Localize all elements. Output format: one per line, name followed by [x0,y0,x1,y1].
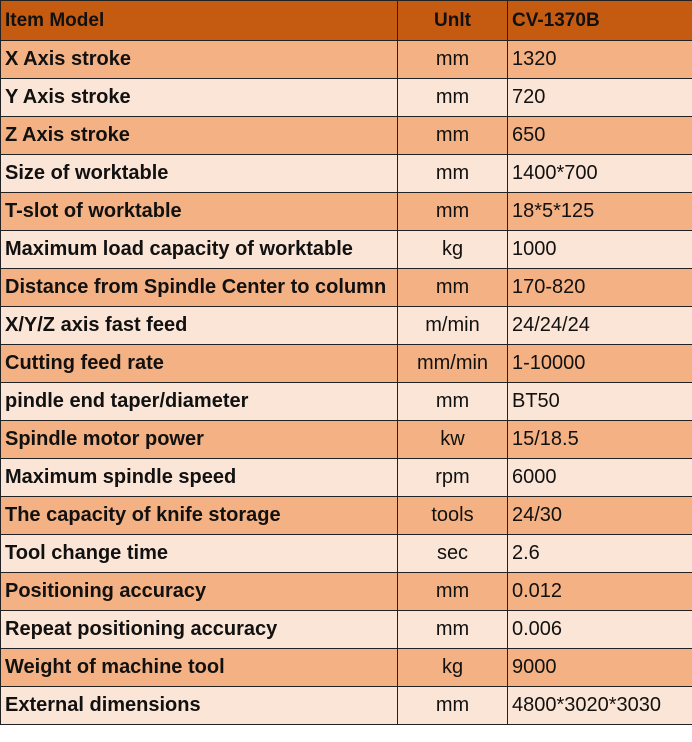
row-unit: kg [398,649,508,687]
row-unit: mm [398,687,508,725]
row-item: Positioning accuracy [1,573,398,611]
row-unit: mm [398,117,508,155]
row-item: Tool change time [1,535,398,573]
row-item: Weight of machine tool [1,649,398,687]
table-row [1,41,692,79]
row-item: Size of worktable [1,155,398,193]
table-row [1,611,692,649]
table-row [1,421,692,459]
table-row [1,269,692,307]
row-item: Spindle motor power [1,421,398,459]
row-item: The capacity of knife storage [1,497,398,535]
table-row [1,345,692,383]
row-value: 0.012 [508,573,692,611]
row-item: T-slot of worktable [1,193,398,231]
row-value: 720 [508,79,692,117]
row-value: 1400*700 [508,155,692,193]
row-value: 9000 [508,649,692,687]
table-row [1,497,692,535]
row-value: 6000 [508,459,692,497]
row-unit: mm [398,41,508,79]
row-unit: mm [398,155,508,193]
row-value: 0.006 [508,611,692,649]
row-item: Z Axis stroke [1,117,398,155]
row-unit: mm [398,269,508,307]
row-item: Maximum load capacity of worktable [1,231,398,269]
row-value: 1-10000 [508,345,692,383]
table-row [1,231,692,269]
row-item: Maximum spindle speed [1,459,398,497]
row-item: pindle end taper/diameter [1,383,398,421]
table-row [1,573,692,611]
row-item: Repeat positioning accuracy [1,611,398,649]
row-unit: mm [398,79,508,117]
row-unit: mm [398,573,508,611]
row-unit: kg [398,231,508,269]
row-value: 24/24/24 [508,307,692,345]
table-row [1,383,692,421]
row-value: 650 [508,117,692,155]
row-value: 170-820 [508,269,692,307]
row-unit: tools [398,497,508,535]
header-item-model: Item Model [1,1,398,41]
header-unit: Unlt [398,1,508,41]
row-value: 15/18.5 [508,421,692,459]
row-unit: mm [398,611,508,649]
row-value: 1320 [508,41,692,79]
table-row [1,79,692,117]
row-value: 2.6 [508,535,692,573]
row-unit: sec [398,535,508,573]
row-value: 1000 [508,231,692,269]
table-row [1,155,692,193]
table-row [1,193,692,231]
row-value: 18*5*125 [508,193,692,231]
row-item: X/Y/Z axis fast feed [1,307,398,345]
row-item: Y Axis stroke [1,79,398,117]
table-row [1,687,692,725]
table-row [1,459,692,497]
row-value: BT50 [508,383,692,421]
row-item: X Axis stroke [1,41,398,79]
row-unit: m/min [398,307,508,345]
row-value: 24/30 [508,497,692,535]
table-row [1,649,692,687]
row-unit: mm/min [398,345,508,383]
row-unit: mm [398,383,508,421]
header-row [1,1,692,41]
row-unit: kw [398,421,508,459]
row-unit: mm [398,193,508,231]
row-value: 4800*3020*3030 [508,687,692,725]
header-model-name: CV-1370B [508,1,692,41]
row-item: External dimensions [1,687,398,725]
row-unit: rpm [398,459,508,497]
table-row [1,117,692,155]
row-item: Distance from Spindle Center to column [1,269,398,307]
table-row [1,535,692,573]
row-item: Cutting feed rate [1,345,398,383]
table-row [1,307,692,345]
